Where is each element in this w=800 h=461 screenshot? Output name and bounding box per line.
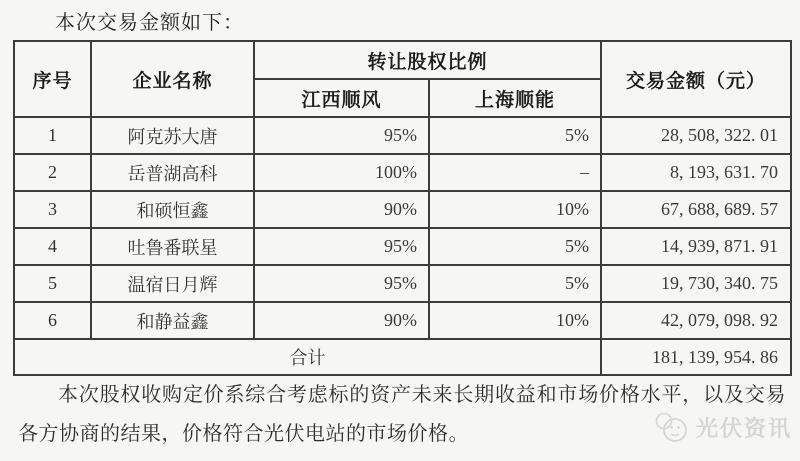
row-seq: 1 xyxy=(14,117,91,154)
row-jiangxi-ratio: 90% xyxy=(254,191,429,228)
transaction-amount-table xyxy=(13,40,792,376)
row-jiangxi-ratio: 95% xyxy=(254,265,429,302)
row-company: 和硕恒鑫 xyxy=(91,191,254,228)
col-header-seq: 序号 xyxy=(14,41,91,117)
row-amount: 8, 193, 631. 70 xyxy=(601,154,791,191)
table-row xyxy=(14,265,791,302)
table-row xyxy=(14,154,791,191)
table-row xyxy=(14,302,791,339)
col-header-ratio-group: 转让股权比例 xyxy=(254,41,601,79)
row-amount: 67, 688, 689. 57 xyxy=(601,191,791,228)
row-company: 温宿日月辉 xyxy=(91,265,254,302)
row-seq: 2 xyxy=(14,154,91,191)
row-shanghai-ratio: 5% xyxy=(429,117,601,154)
total-label: 合计 xyxy=(14,339,601,375)
table-total-row xyxy=(14,339,791,375)
row-company: 阿克苏大唐 xyxy=(91,117,254,154)
row-amount: 42, 079, 098. 92 xyxy=(601,302,791,339)
row-company: 和静益鑫 xyxy=(91,302,254,339)
table-row xyxy=(14,228,791,265)
table-row xyxy=(14,191,791,228)
col-header-shanghai-shunneng: 上海顺能 xyxy=(429,79,601,117)
col-header-jiangxi-shunfeng: 江西顺风 xyxy=(254,79,429,117)
row-shanghai-ratio: – xyxy=(429,154,601,191)
row-amount: 19, 730, 340. 75 xyxy=(601,265,791,302)
table-row xyxy=(14,117,791,154)
footer-paragraph: 本次股权收购定价系综合考虑标的资产未来长期收益和市场价格水平，以及交易各方协商的结果，价格符合光伏电站的市场价格。 xyxy=(18,384,786,445)
row-amount: 14, 939, 871. 91 xyxy=(601,228,791,265)
row-shanghai-ratio: 5% xyxy=(429,265,601,302)
total-amount: 181, 139, 954. 86 xyxy=(601,339,791,375)
header-row-1 xyxy=(14,41,791,79)
row-company: 吐鲁番联星 xyxy=(91,228,254,265)
row-jiangxi-ratio: 90% xyxy=(254,302,429,339)
row-seq: 3 xyxy=(14,191,91,228)
row-shanghai-ratio: 10% xyxy=(429,302,601,339)
page-title: 本次交易金额如下： xyxy=(55,12,244,34)
col-header-company: 企业名称 xyxy=(91,41,254,117)
col-header-amount: 交易金额（元） xyxy=(601,41,791,117)
pv-logo-icon xyxy=(651,410,691,444)
row-jiangxi-ratio: 95% xyxy=(254,228,429,265)
row-shanghai-ratio: 10% xyxy=(429,191,601,228)
row-seq: 5 xyxy=(14,265,91,302)
watermark xyxy=(651,410,792,444)
row-jiangxi-ratio: 95% xyxy=(254,117,429,154)
row-amount: 28, 508, 322. 01 xyxy=(601,117,791,154)
watermark-text: 光伏资讯 xyxy=(695,415,792,441)
row-company: 岳普湖高科 xyxy=(91,154,254,191)
row-jiangxi-ratio: 100% xyxy=(254,154,429,191)
row-shanghai-ratio: 5% xyxy=(429,228,601,265)
row-seq: 4 xyxy=(14,228,91,265)
row-seq: 6 xyxy=(14,302,91,339)
